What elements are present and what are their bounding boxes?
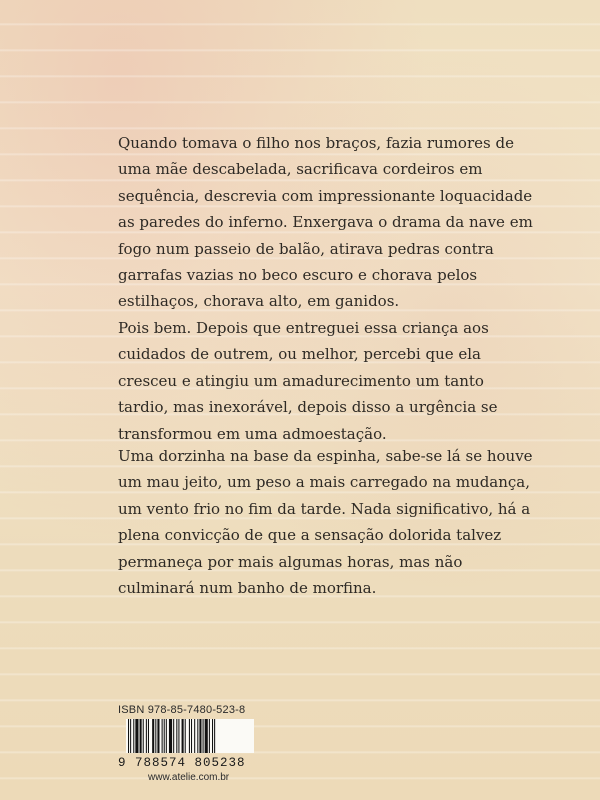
barcode-bar — [209, 719, 210, 753]
barcode-bar — [178, 719, 179, 753]
barcode-bar — [173, 719, 174, 753]
barcode-bar — [185, 719, 186, 753]
barcode-bar — [176, 719, 177, 753]
barcode-bar — [162, 719, 163, 753]
barcode-bar — [169, 719, 172, 753]
barcode-bar — [203, 719, 204, 753]
barcode-bar — [157, 719, 159, 753]
barcode-bar — [148, 719, 149, 753]
barcode-bar — [140, 719, 142, 753]
barcode-icon — [126, 719, 254, 753]
barcode-bar — [166, 719, 167, 753]
barcode-bar — [152, 719, 154, 753]
publisher-website: www.atelie.com.br — [148, 772, 230, 783]
isbn-label: ISBN 978-85-7480-523-8 — [118, 704, 246, 716]
barcode-bar — [205, 719, 208, 753]
barcode-bar — [128, 719, 129, 753]
barcode-bar — [182, 719, 184, 753]
barcode-bar — [214, 719, 215, 753]
barcode-bar — [146, 719, 147, 753]
barcode-bar — [191, 719, 192, 753]
barcode-bar — [133, 719, 134, 753]
barcode-bar — [194, 719, 195, 753]
barcode-bar — [130, 719, 131, 753]
barcode-bar — [135, 719, 138, 753]
blurb-paragraph-1: Quando tomava o filho nos braços, fazia rumores de uma mãe descabelada, sacrificava cordeiros em sequência, descrevia com impressionante loquacidade as paredes do inferno. Enxergava o drama da nave em fogo num passeio de balão, atirava pedras contra garrafas vazias no beco escuro e chorava pelos estilhaços, chorava alto, em ganidos. — [118, 134, 533, 311]
blurb-paragraph-2: Pois bem. Depois que entreguei essa criança aos cuidados de outrem, ou melhor, percebi que ela cresceu e atingiu um amadurecimento um tanto tardio, mas inexorável, depois disso a urgência se transformou em uma admoestação. — [118, 319, 498, 443]
barcode-bar — [199, 719, 201, 753]
barcode-bar — [189, 719, 190, 753]
blurb-paragraph-3: Uma dorzinha na base da espinha, sabe-se lá se houve um mau jeito, um peso a mais carregado na mudança, um vento frio no fim da tarde. Nada significativo, há a plena convicção de que a sensação dolorida talvez permaneça por mais algumas horas, mas não culminará num banho de morfina. — [118, 447, 533, 598]
barcode-bar — [197, 719, 198, 753]
barcode-bar — [164, 719, 165, 753]
isbn-barcode-block — [118, 704, 268, 784]
barcode-bar — [155, 719, 156, 753]
barcode-digits: 9 788574 805238 — [118, 756, 246, 770]
barcode-bar — [143, 719, 144, 753]
barcode-bar — [212, 719, 213, 753]
